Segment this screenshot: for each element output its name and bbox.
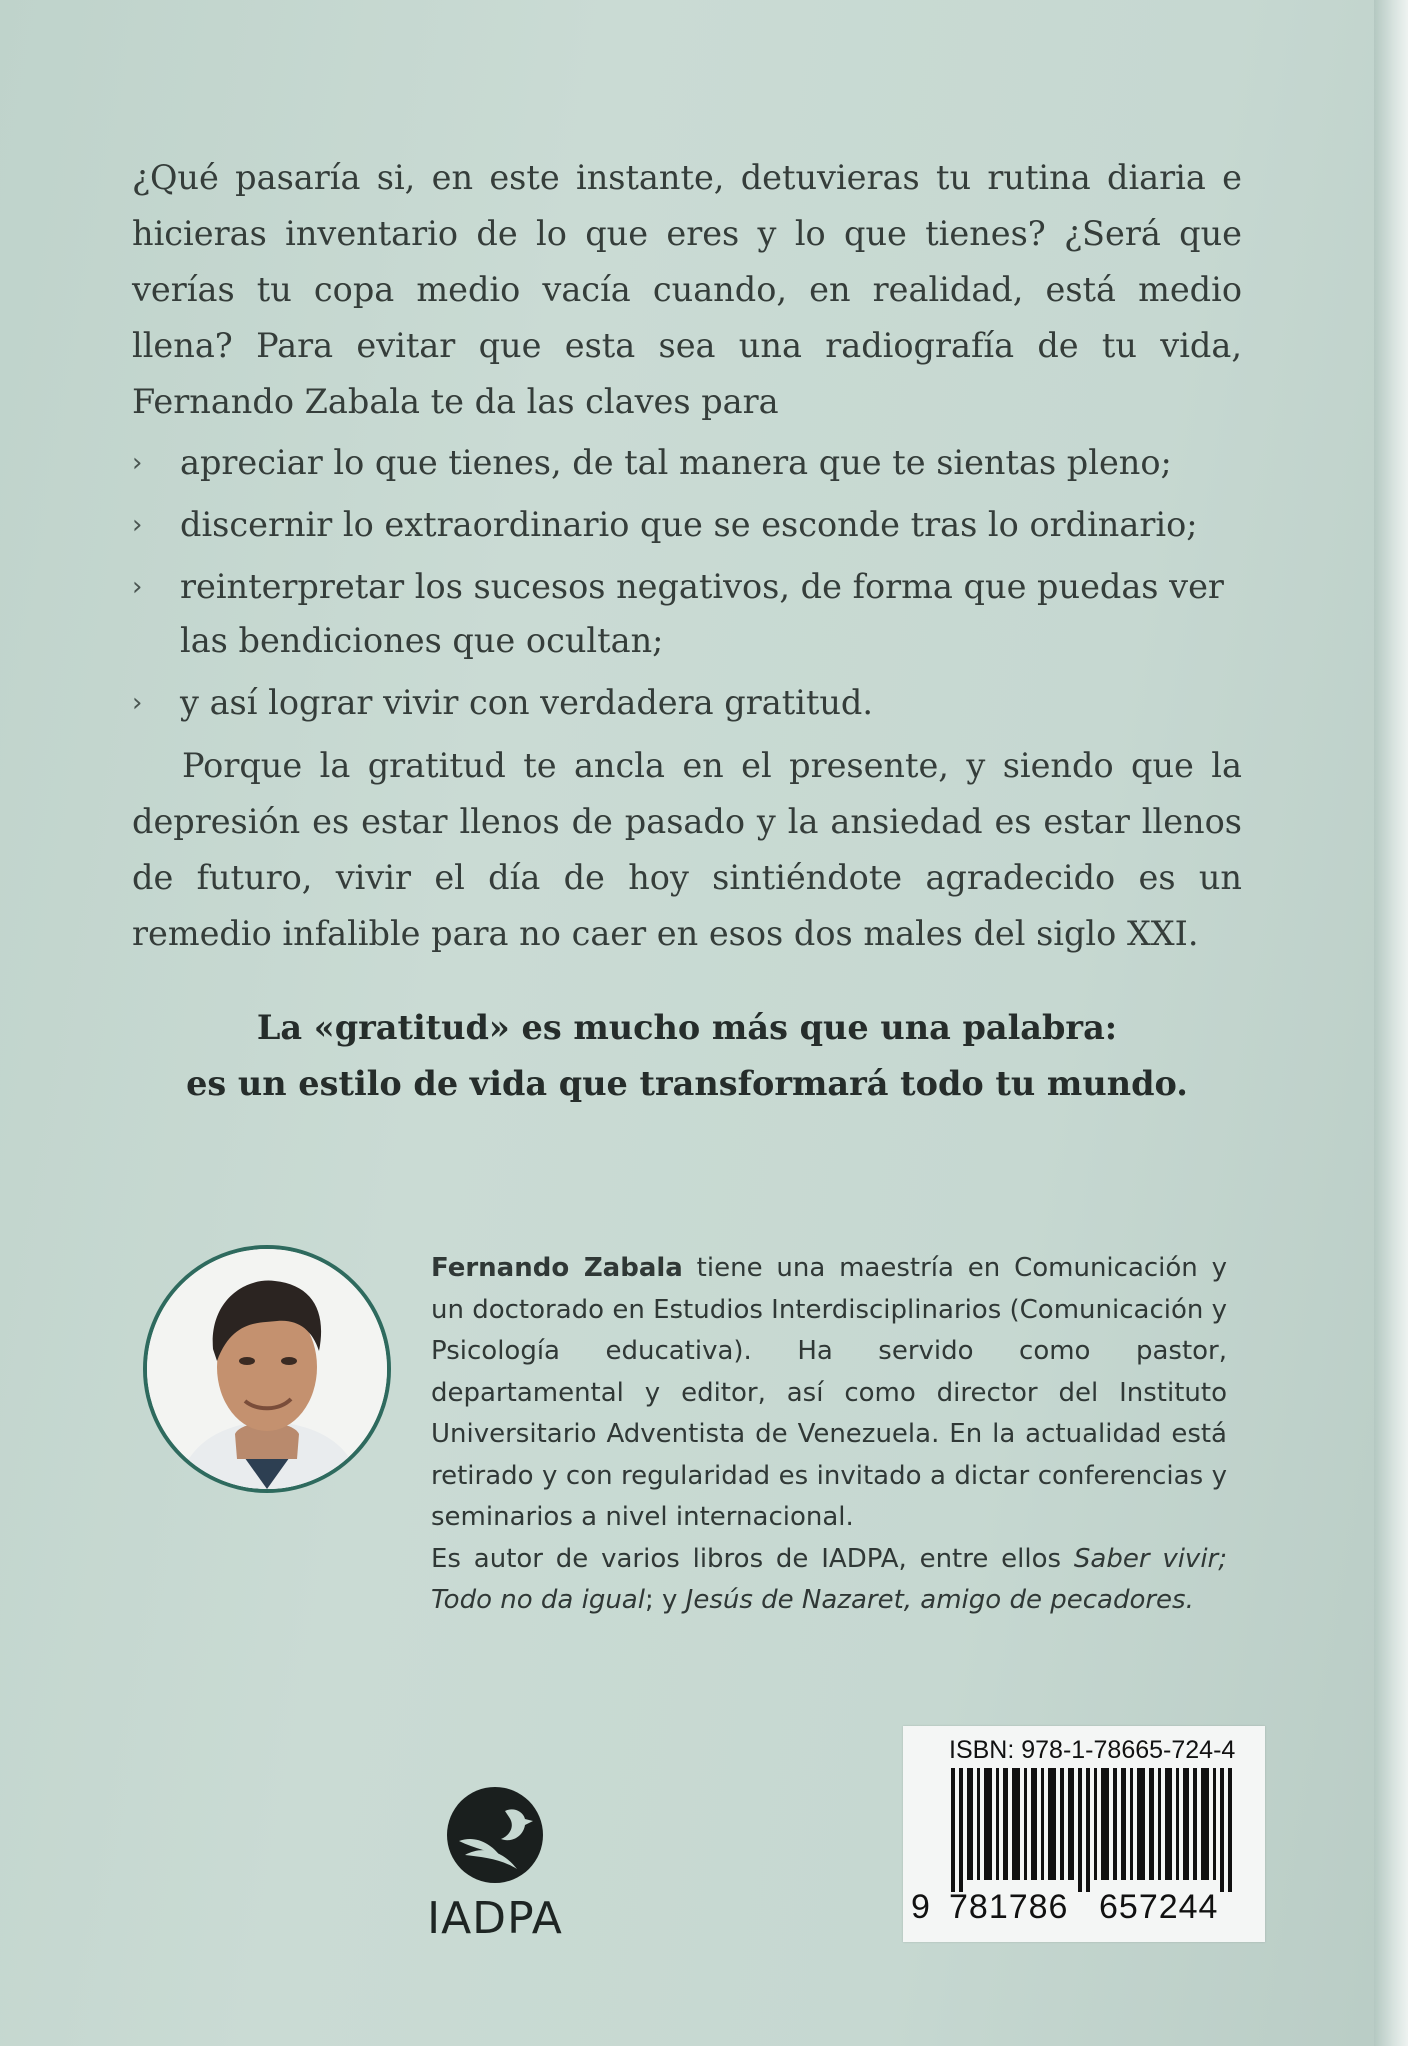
book-title: Todo no da igual — [431, 1585, 645, 1615]
chevron-right-icon: › — [132, 448, 143, 478]
key-points-list — [132, 436, 1242, 730]
author-books: Es autor de varios libros de IADPA, entre ellos Saber vivir; Todo no da igual; y Jesús de Nazaret, amigo de pecadores. — [431, 1543, 1227, 1615]
list-item: › discernir lo extraordinario que se esconde tras lo ordinario; — [132, 498, 1242, 552]
barcode-icon — [913, 1768, 1255, 1892]
isbn-barcode-box: ISBN: 978-1-78665-724-4 9 781786 657244 — [903, 1726, 1265, 1942]
blurb-closing: Porque la gratitud te ancla en el presente, y siendo que la depresión es estar llenos de pasado y la ansiedad es estar llenos de futuro, vivir el día de hoy sintiéndote agradecido es un remedio infalible para no caer en esos dos males del siglo XXI. — [132, 746, 1242, 953]
author-portrait — [143, 1245, 391, 1493]
author-name: Fernando Zabala — [431, 1253, 683, 1283]
tagline — [132, 1000, 1242, 1112]
bird-circle-logo-icon — [445, 1785, 545, 1885]
chevron-right-icon: › — [132, 510, 143, 540]
blurb-intro: ¿Qué pasaría si, en este instante, detuvieras tu rutina diaria e hicieras inventario de lo que eres y lo que tienes? ¿Será que verías tu copa medio vacía cuando, en realidad, está medio llena? Para evitar que esta sea una radiografía de tu vida, Fernando Zabala te da las claves para — [132, 158, 1242, 421]
publisher-logo — [420, 1785, 570, 1944]
list-item: › reinterpretar los sucesos negativos, de forma que puedas ver las bendiciones que ocultan; — [132, 560, 1242, 668]
tagline-line-1: La «gratitud» es mucho más que una palabra: — [256, 1008, 1118, 1047]
book-title: Jesús de Nazaret, amigo de pecadores. — [685, 1585, 1194, 1615]
chevron-right-icon: › — [132, 572, 143, 602]
chevron-right-icon: › — [132, 688, 143, 718]
back-cover-blurb — [132, 150, 1242, 962]
author-portrait-icon — [147, 1249, 387, 1489]
list-item: › y así lograr vivir con verdadera gratitud. — [132, 676, 1242, 730]
publisher-name: IADPA — [427, 1893, 563, 1944]
book-spine-edge — [1374, 0, 1408, 2046]
book-title: Saber vivir; — [1073, 1543, 1227, 1574]
list-item: › apreciar lo que tienes, de tal manera que te sientas pleno; — [132, 436, 1242, 490]
tagline-line-2: es un estilo de vida que transformará todo tu mundo. — [186, 1064, 1188, 1103]
author-bio-paragraph: Fernando Zabala tiene una maestría en Comunicación y un doctorado en Estudios Interdisciplinarios (Comunicación y Psicología educativa). Ha servido como pastor, departamental y editor, así como director del Instituto Universitario Adventista de Venezuela. En la actualidad está retirado y con regularidad es invitado a dictar conferencias y seminarios a nivel internacional. — [431, 1253, 1228, 1532]
author-bio — [431, 1248, 1227, 1622]
isbn-label: ISBN: 978-1-78665-724-4 — [949, 1736, 1236, 1764]
